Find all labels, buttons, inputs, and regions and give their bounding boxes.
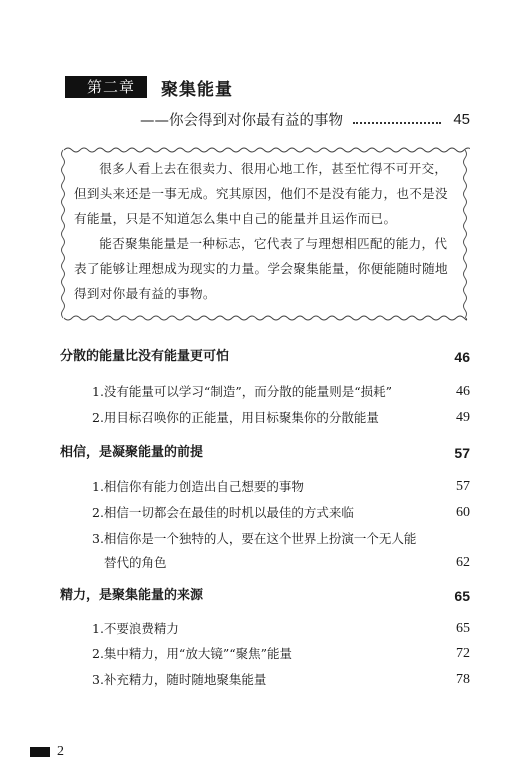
toc-section[interactable]	[60, 443, 470, 463]
toc-page-number: 65	[456, 621, 470, 636]
toc-section-title: 分散的能量比没有能量更可怕	[60, 349, 230, 364]
toc-page-number: 49	[456, 410, 470, 425]
toc-page-number: 46	[454, 349, 470, 365]
chapter-title: 聚集能量	[161, 79, 234, 100]
toc-item[interactable]	[60, 382, 470, 402]
toc-page-number: 46	[456, 384, 470, 399]
chapter-heading	[65, 76, 233, 98]
toc-item-title: 1.没有能量可以学习“制造”，而分散的能量则是“损耗”	[92, 384, 392, 399]
page-footer	[30, 744, 64, 760]
toc-item-title: 1.不要浪费精力	[92, 621, 179, 636]
toc-page-number: 57	[454, 445, 470, 461]
toc-page-number: 60	[456, 505, 470, 520]
toc-page-number: 62	[456, 555, 470, 570]
toc-page-number: 78	[456, 672, 470, 687]
intro-paragraph: 能否聚集能量是一种标志，它代表了与理想相匹配的能力，代表了能够让理想成为现实的力量。学会聚集能量，你便能随时随地得到对你最有益的事物。	[74, 236, 448, 301]
chapter-subtitle-entry[interactable]	[140, 109, 470, 130]
toc-item[interactable]	[60, 619, 470, 639]
intro-text	[74, 156, 458, 306]
toc-item-title: 3.补充精力，随时随地聚集能量	[92, 672, 267, 687]
toc-item-title: 1.相信你有能力创造出自己想要的事物	[92, 479, 304, 494]
chapter-subtitle: ——你会得到对你最有益的事物	[140, 113, 343, 129]
toc-section[interactable]	[60, 586, 470, 606]
toc-item-title: 2.相信一切都会在最佳的时机以最佳的方式来临	[92, 505, 354, 520]
toc-item-title: 3.相信你是一个独特的人，要在这个世界上扮演一个无人能	[92, 531, 417, 546]
toc-item-title: 替代的角色	[104, 555, 167, 570]
toc-item[interactable]	[60, 503, 470, 523]
toc-item[interactable]	[60, 477, 470, 497]
chapter-page-number: 45	[453, 111, 470, 128]
footer-page-number: 2	[57, 744, 64, 759]
footer-block-mark	[30, 747, 50, 757]
toc-section[interactable]	[60, 347, 470, 367]
toc-item[interactable]	[60, 670, 470, 690]
toc-item[interactable]	[60, 644, 470, 664]
toc-item-continuation[interactable]	[60, 553, 470, 573]
toc-item-title: 2.用目标召唤你的正能量，用目标聚集你的分散能量	[92, 410, 379, 425]
toc-item-title: 2.集中精力，用“放大镜”“聚焦”能量	[92, 646, 292, 661]
chapter-number-label: 第二章	[65, 76, 147, 98]
dot-leader	[353, 122, 441, 124]
toc-page-number: 57	[456, 479, 470, 494]
toc-page-number: 72	[456, 646, 470, 661]
toc-page-number: 65	[454, 588, 470, 604]
toc-section-title: 精力，是聚集能量的来源	[60, 588, 204, 603]
toc-item[interactable]	[60, 529, 470, 549]
toc-section-title: 相信，是凝聚能量的前提	[60, 445, 204, 460]
toc-item[interactable]	[60, 408, 470, 428]
intro-paragraph: 很多人看上去在很卖力、很用心地工作，甚至忙得不可开交，但到头来还是一事无成。究其原因，他们不是没有能力，也不是没有能量，只是不知道怎么集中自己的能量并且运作而已。	[74, 161, 448, 226]
intro-box	[60, 144, 470, 324]
